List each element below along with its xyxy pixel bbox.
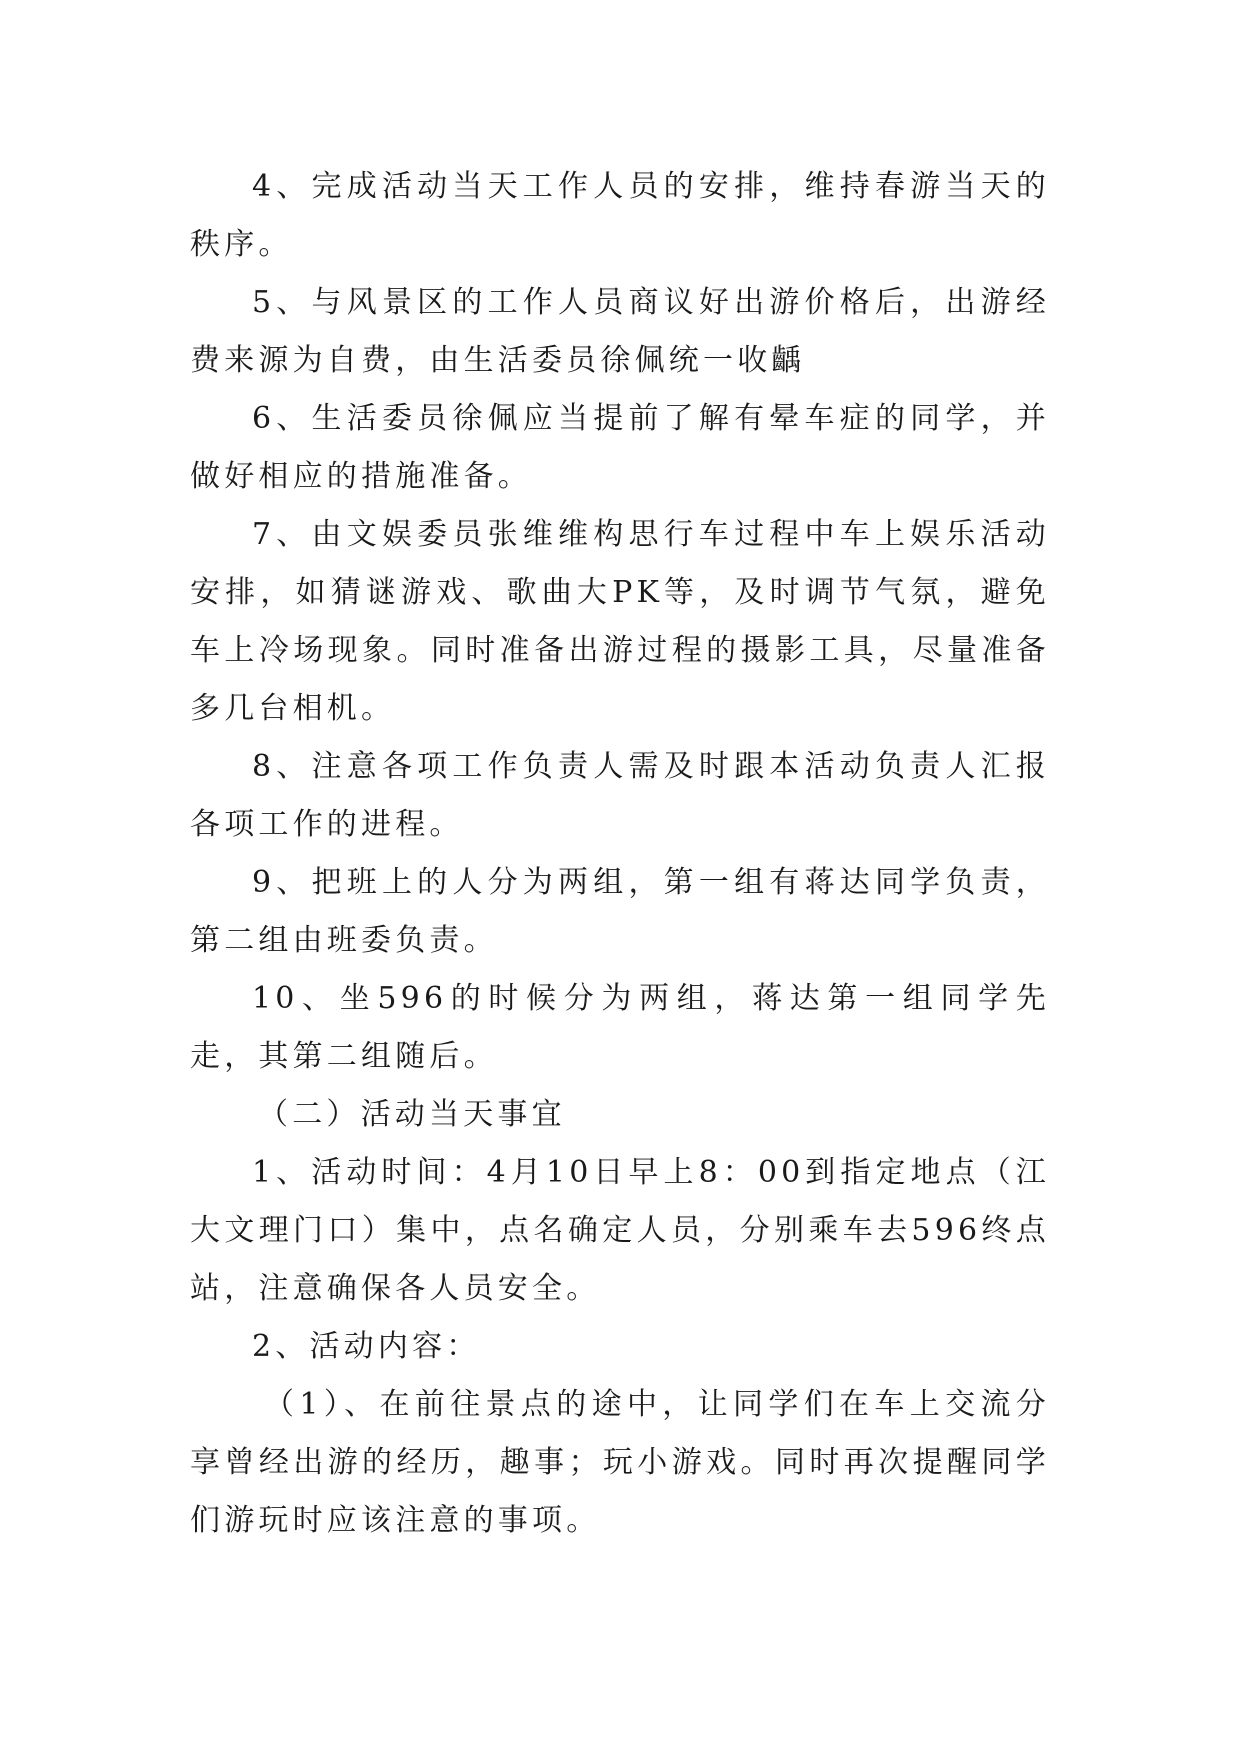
paragraph-item-5: 5、与风景区的工作人员商议好出游价格后，出游经费来源为自费，由生活委员徐佩统一收齲 (190, 285, 1050, 378)
paragraph-item-6: 6、生活委员徐佩应当提前了解有晕车症的同学，并做好相应的措施准备。 (190, 401, 1050, 494)
paragraph-item-9: 9、把班上的人分为两组，第一组有蒋达同学负责，第二组由班委负责。 (190, 865, 1050, 958)
paragraph-item-8: 8、注意各项工作负责人需及时跟本活动负责人汇报各项工作的进程。 (190, 749, 1050, 842)
paragraph-activity-content: 2、活动内容： (252, 1329, 481, 1364)
paragraph-activity-time: 1、活动时间：4月10日早上8：00到指定地点（江大文理门口）集中，点名确定人员，分别乘车去596终点站，注意确保各人员安全。 (190, 1155, 1050, 1306)
paragraph-item-10: 10、坐596的时候分为两组，蒋达第一组同学先走，其第二组随后。 (190, 981, 1050, 1074)
paragraph-activity-content-1: （1）、在前往景点的途中，让同学们在车上交流分享曾经出游的经历，趣事；玩小游戏。同时再次提醒同学们游玩时应该注意的事项。 (190, 1387, 1050, 1538)
paragraph-item-7: 7、由文娱委员张维维构思行车过程中车上娱乐活动安排，如猜谜游戏、歌曲大PK等，及时调节气氛，避免车上冷场现象。同时准备出游过程的摄影工具，尽量准备多几台相机。 (190, 517, 1050, 726)
section-heading: （二）活动当天事宜 (258, 1097, 566, 1132)
document-body (190, 158, 1050, 1550)
paragraph-item-4: 4、完成活动当天工作人员的安排，维持春游当天的秩序。 (190, 169, 1050, 262)
